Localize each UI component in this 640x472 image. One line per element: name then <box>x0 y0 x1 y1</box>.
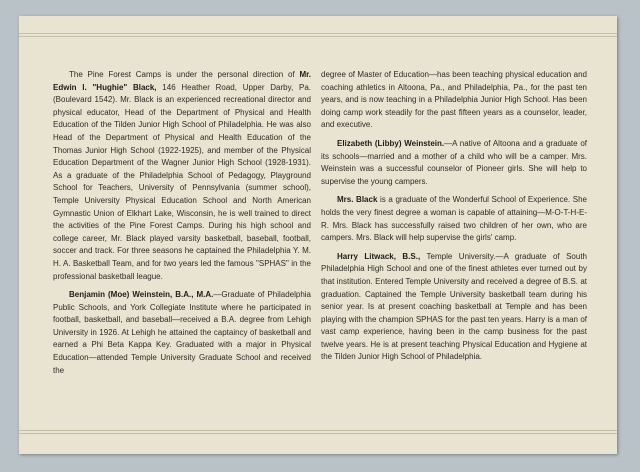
brochure-page <box>19 16 617 454</box>
paragraph-benjamin-weinstein: Benjamin (Moe) Weinstein, B.A., M.A.—Graduate of Philadelphia Public Schools, and York Collegiate Institute where he participated in football, basketball, and baseball—received a B.A. degree from Lehigh University in 1926. At Lehigh he attained the captaincy of basketball and earned a Phi Beta Kappa Key. Graduated with a major in Physical Education—attended Temple University Graduate School and received the <box>53 290 311 375</box>
top-rule-outer <box>19 33 617 34</box>
name-benjamin-weinstein: Benjamin (Moe) Weinstein, B.A., M.A. <box>69 290 214 300</box>
left-column <box>53 69 311 383</box>
name-elizabeth-weinstein: Elizabeth (Libby) Weinstein. <box>337 138 445 148</box>
paragraph-harry-litwack: Harry Litwack, B.S., Temple University.—A graduate of South Philadelphia High School and one of the finest athletes ever turned out by that institution. Entered Temple University and received a degree of B.S. at graduation. Captained the Temple University basketball team during his senior year. Is at present coaching basketball at Temple and has been playing with the champion SPHAS for the past ten years. Harry is a man of vast camp experience, having been in the camp business for the past twelve years. He is at present teaching Physical Education and Hygiene at the Tilden Junior High School of Philadelphia. <box>321 251 588 362</box>
top-rule-inner <box>19 36 617 37</box>
name-edwin-black: Mr. Edwin I. "Hughie" Black, <box>53 70 311 92</box>
name-mrs-black: Mrs. Black <box>337 195 378 205</box>
bottom-rule-inner <box>19 433 617 434</box>
right-column <box>321 69 587 370</box>
paragraph-elizabeth-weinstein: Elizabeth (Libby) Weinstein.—A native of Altoona and a graduate of its schools—married and a mother of a child who will be a camper. Mrs. Weinstein was a successful counselor of Pioneer girls. She will help to supervise the young campers. <box>321 138 587 186</box>
paragraph-weinstein-continued: degree of Master of Education—has been teaching physical education and coaching athletics in Altoona, Pa., and Philadelphia, Pa., for the past ten years, and is now teaching in a Philadelphia Junior High School. Has been doing camp work steadily for the past fifteen years as a counselor, leader, and executive. <box>321 70 587 130</box>
bottom-rule-outer <box>19 430 617 431</box>
paragraph-edwin-black: The Pine Forest Camps is under the personal direction of Mr. Edwin I. "Hughie" Black, 146 Heather Road, Upper Darby, Pa. (Boulevard 1542). Mr. Black is an experienced recreational director and physical educator, Head of the Department of Physical and Health Education of the Tilden Junior High School of Philadelphia. He was also Head of the Department of Physical and Health Education of the Thomas Junior High School (1922-1925), and member of the Physical Education Department of the Wagner Junior High School (1928-1931). As a graduate of the Philadelphia School of Pedagogy, Playground School for Teachers, University of Pennsylvania (summer school), Temple University Physical Education School and North American Gymnastic Union of Elkhart Lake, Wisconsin, he is well trained to direct the activities of the Pine Forest Camps. During his high school and college career, Mr. Black played varsity basketball, baseball, football, soccer and track. For three seasons he captained the Philadelphia Y. M. H. A. Basketball Team, and for two years led the famous "SPHAS" in the professional basketball league. <box>53 70 312 281</box>
name-harry-litwack: Harry Litwack, B.S., <box>337 251 421 261</box>
paragraph-mrs-black: Mrs. Black is a graduate of the Wonderful School of Experience. She holds the very finest degree a woman is capable of attaining—M-O-T-H-E-R. Mrs. Black has successfully raised two children of her own, who are campers. Mrs. Black will help supervise the girls' camp. <box>321 195 587 243</box>
